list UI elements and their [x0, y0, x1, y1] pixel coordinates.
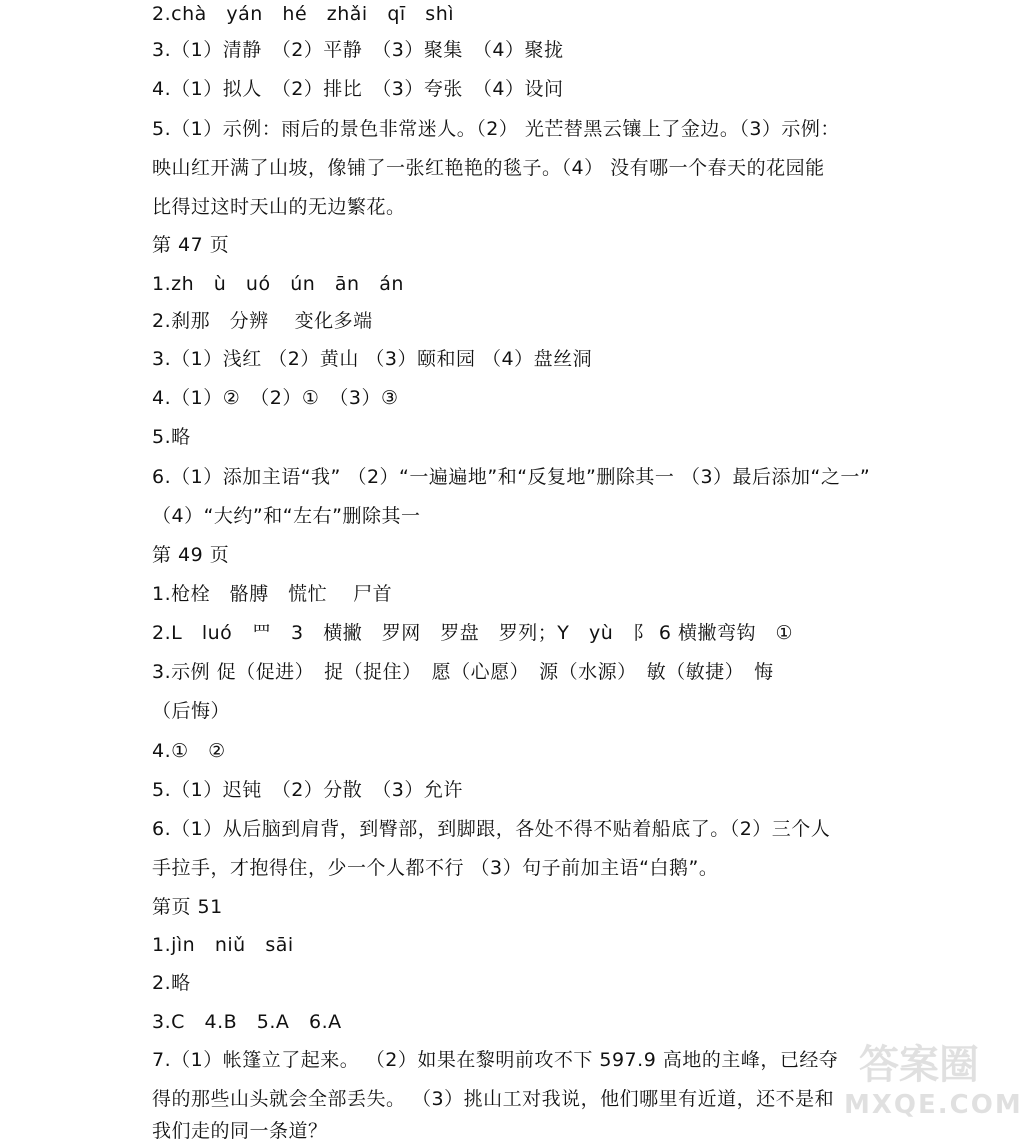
text-line: 映山红开满了山坡，像铺了一张红艳艳的毯子。（4） 没有哪一个春天的花园能 [152, 157, 825, 179]
text-line: 3.（1）浅红 （2）黄山 （3）颐和园 （4）盘丝洞 [152, 348, 593, 370]
text-line: 6.（1）添加主语“我” （2）“一遍遍地”和“反复地”删除其一 （3）最后添加“之一” [152, 466, 871, 488]
text-line: 6.（1）从后脑到肩背，到臀部，到脚跟，各处不得不贴着船底了。（2）三个人 [152, 818, 831, 840]
text-line: 2.略 [152, 972, 191, 994]
text-line: 2.刹那 分辨 变化多端 [152, 310, 373, 332]
text-line: 4.（1）② （2）① （3）③ [152, 387, 399, 409]
text-line: 4.① ② [152, 740, 226, 762]
page-heading: 第页 51 [152, 896, 223, 918]
text-line: 3.C 4.B 5.A 6.A [152, 1011, 342, 1033]
text-line: 1.枪栓 骼膊 慌忙 尸首 [152, 583, 393, 605]
text-line: 7.（1）帐篷立了起来。 （2）如果在黎明前攻不下 597.9 高地的主峰，已经夺 [152, 1049, 839, 1071]
text-line: 比得过这时天山的无边繁花。 [152, 196, 406, 218]
page-heading: 第 47 页 [152, 234, 230, 256]
text-line: 5.略 [152, 426, 191, 448]
text-line: 3.示例 促（促进） 捉（捉住） 愿（心愿） 源（水源） 敏（敏捷） 悔 [152, 661, 774, 683]
text-line: （4）“大约”和“左右”删除其一 [152, 505, 421, 527]
site-watermark [844, 1041, 1023, 1141]
text-line: 3.（1）清静 （2）平静 （3）聚集 （4）聚拢 [152, 39, 564, 61]
text-line: （后悔） [152, 700, 231, 722]
text-line: 2.chà yán hé zhǎi qī shì [152, 3, 455, 25]
watermark-domain: MXQE.COM [844, 1090, 1023, 1120]
text-line: 得的那些山头就会全部丢失。 （3）挑山工对我说，他们哪里有近道，还不是和 [152, 1088, 835, 1110]
text-line: 1.jìn niǔ sāi [152, 934, 294, 956]
text-line: 1.zh ù uó ún ān án [152, 273, 404, 295]
text-line: 我们走的同一条道？ [152, 1120, 328, 1142]
text-line: 2.L luó 罒 3 横撇 罗网 罗盘 罗列；Y yù 阝 6 横撇弯钩 ① [152, 622, 794, 644]
page-heading: 第 49 页 [152, 544, 230, 566]
text-line: 4.（1）拟人 （2）排比 （3）夸张 （4）设问 [152, 78, 564, 100]
text-line: 5.（1）示例：雨后的景色非常迷人。（2） 光芒替黑云镶上了金边。（3）示例： [152, 118, 840, 140]
text-line: 5.（1）迟钝 （2）分散 （3）允许 [152, 779, 463, 801]
text-line: 手拉手，才抱得住，少一个人都不行 （3）句子前加主语“白鹅”。 [152, 857, 719, 879]
watermark-logo-text: 答案圈 [859, 1042, 979, 1088]
